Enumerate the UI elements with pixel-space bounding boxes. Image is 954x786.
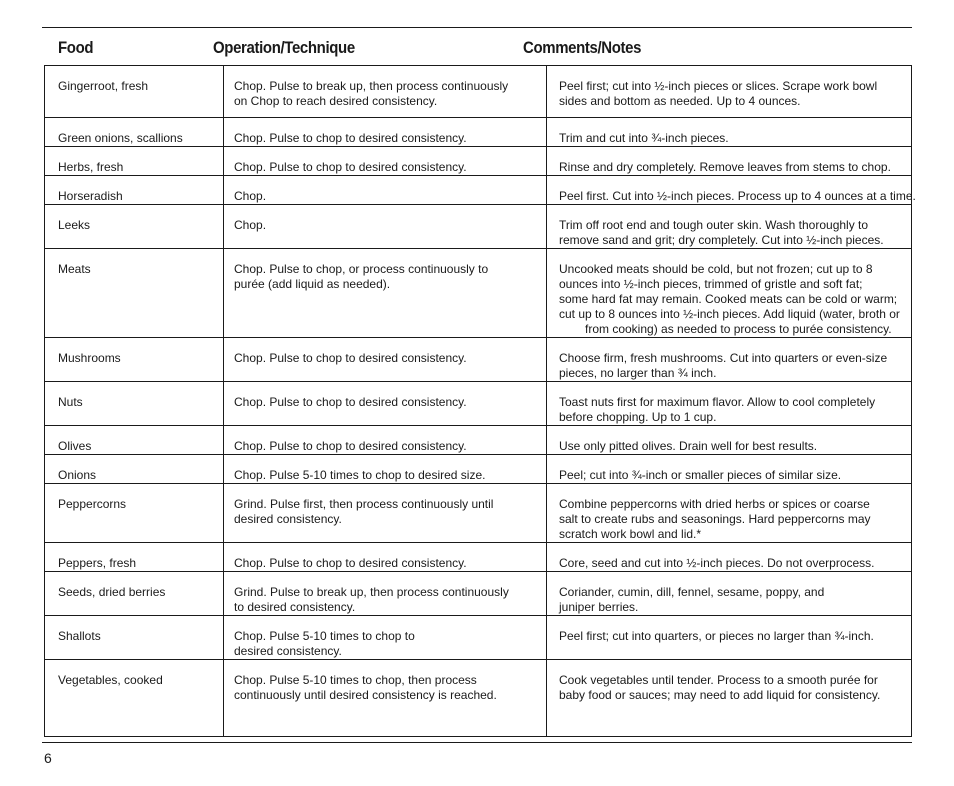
operation-cell bbox=[224, 455, 547, 484]
comments-line: Peel first. Cut into ½-inch pieces. Process up to 4 ounces at a time. bbox=[559, 189, 916, 203]
operation-cell bbox=[224, 543, 547, 572]
operation-line: Chop. Pulse to chop to desired consistency. bbox=[234, 351, 467, 365]
comments-line: pieces, no larger than ¾ inch. bbox=[559, 366, 717, 380]
operation-cell bbox=[224, 382, 547, 426]
comments-line: Toast nuts first for maximum flavor. Allow to cool completely bbox=[559, 395, 876, 409]
food-cell bbox=[45, 484, 224, 543]
food-cell bbox=[45, 338, 224, 382]
operation-line: Chop. Pulse to chop to desired consistency. bbox=[234, 556, 467, 570]
food-cell bbox=[45, 572, 224, 616]
comments-cell bbox=[547, 147, 912, 176]
food-name: Vegetables, cooked bbox=[58, 673, 163, 687]
operation-line: Chop. Pulse 5-10 times to chop to desired size. bbox=[234, 468, 486, 482]
comments-cell bbox=[547, 249, 912, 338]
comments-line: Uncooked meats should be cold, but not frozen; cut up to 8 bbox=[559, 262, 873, 276]
food-cell bbox=[45, 176, 224, 205]
table-row bbox=[45, 66, 912, 118]
food-name: Green onions, scallions bbox=[58, 131, 183, 145]
comments-line: Use only pitted olives. Drain well for best results. bbox=[559, 439, 818, 453]
operation-line: Chop. Pulse to chop to desired consistency. bbox=[234, 160, 467, 174]
comments-line: from cooking) as needed to process to purée consistency. bbox=[585, 322, 892, 336]
top-rule bbox=[42, 27, 912, 28]
food-name: Leeks bbox=[58, 218, 91, 232]
comments-line: Peel; cut into ¾-inch or smaller pieces of similar size. bbox=[559, 468, 842, 482]
comments-cell bbox=[547, 660, 912, 737]
food-name: Peppers, fresh bbox=[58, 556, 137, 570]
operation-line: Grind. Pulse to break up, then process continuously bbox=[234, 585, 509, 599]
header-food: Food bbox=[58, 38, 94, 57]
comments-cell bbox=[547, 484, 912, 543]
operation-line: Chop. Pulse to chop to desired consistency. bbox=[234, 439, 467, 453]
operation-line: Chop. Pulse to break up, then process continuously bbox=[234, 79, 509, 93]
table-row bbox=[45, 616, 912, 660]
table-row bbox=[45, 338, 912, 382]
table-row bbox=[45, 249, 912, 338]
table-row bbox=[45, 382, 912, 426]
table-row bbox=[45, 205, 912, 249]
table-row bbox=[45, 176, 912, 205]
header-operation: Operation/Technique bbox=[213, 38, 355, 57]
comments-line: some hard fat may remain. Cooked meats can be cold or warm; bbox=[559, 292, 898, 306]
food-name: Onions bbox=[58, 468, 97, 482]
food-name: Herbs, fresh bbox=[58, 160, 124, 174]
operation-cell bbox=[224, 118, 547, 147]
operation-line: Chop. bbox=[234, 218, 267, 232]
comments-cell bbox=[547, 455, 912, 484]
comments-line: scratch work bowl and lid.* bbox=[559, 527, 702, 541]
operation-line: purée (add liquid as needed). bbox=[234, 277, 391, 291]
food-name: Meats bbox=[58, 262, 91, 276]
table-row bbox=[45, 455, 912, 484]
operation-line: Chop. bbox=[234, 189, 267, 203]
comments-cell bbox=[547, 205, 912, 249]
comments-line: before chopping. Up to 1 cup. bbox=[559, 410, 717, 424]
comments-cell bbox=[547, 338, 912, 382]
food-name: Olives bbox=[58, 439, 92, 453]
header-comments: Comments/Notes bbox=[523, 38, 642, 57]
food-cell bbox=[45, 66, 224, 118]
operation-cell bbox=[224, 484, 547, 543]
operation-line: on Chop to reach desired consistency. bbox=[234, 94, 438, 108]
comments-cell bbox=[547, 118, 912, 147]
table-row bbox=[45, 147, 912, 176]
comments-cell bbox=[547, 382, 912, 426]
food-cell bbox=[45, 205, 224, 249]
table-header bbox=[42, 36, 912, 64]
operation-line: Grind. Pulse first, then process continuously until bbox=[234, 497, 494, 511]
operation-cell bbox=[224, 66, 547, 118]
food-processing-table bbox=[44, 65, 916, 737]
food-cell bbox=[45, 455, 224, 484]
comments-line: salt to create rubs and seasonings. Hard peppercorns may bbox=[559, 512, 871, 526]
food-name: Mushrooms bbox=[58, 351, 121, 365]
comments-line: Peel first; cut into ½-inch pieces or slices. Scrape work bowl bbox=[559, 79, 878, 93]
food-name: Horseradish bbox=[58, 189, 123, 203]
table-row bbox=[45, 572, 912, 616]
comments-line: Core, seed and cut into ½-inch pieces. Do not overprocess. bbox=[559, 556, 875, 570]
operation-cell bbox=[224, 572, 547, 616]
comments-cell bbox=[547, 66, 912, 118]
operation-line: to desired consistency. bbox=[234, 600, 356, 614]
operation-cell bbox=[224, 338, 547, 382]
comments-line: Trim and cut into ¾-inch pieces. bbox=[559, 131, 729, 145]
page-number: 6 bbox=[44, 750, 52, 766]
comments-cell bbox=[547, 426, 912, 455]
comments-cell bbox=[547, 572, 912, 616]
food-cell bbox=[45, 249, 224, 338]
operation-line: Chop. Pulse 5-10 times to chop, then process bbox=[234, 673, 477, 687]
bottom-rule bbox=[42, 742, 912, 743]
food-name: Peppercorns bbox=[58, 497, 127, 511]
comments-line: Choose firm, fresh mushrooms. Cut into quarters or even-size bbox=[559, 351, 888, 365]
food-name: Seeds, dried berries bbox=[58, 585, 166, 599]
table-row bbox=[45, 426, 912, 455]
operation-line: Chop. Pulse to chop, or process continuously to bbox=[234, 262, 489, 276]
food-cell bbox=[45, 543, 224, 572]
comments-line: remove sand and grit; dry completely. Cut into ½-inch pieces. bbox=[559, 233, 884, 247]
comments-cell bbox=[547, 543, 912, 572]
comments-cell bbox=[547, 616, 912, 660]
operation-line: Chop. Pulse 5-10 times to chop to bbox=[234, 629, 415, 643]
food-name: Gingerroot, fresh bbox=[58, 79, 149, 93]
comments-line: Peel first; cut into quarters, or pieces no larger than ¾-inch. bbox=[559, 629, 874, 643]
operation-cell bbox=[224, 176, 547, 205]
food-cell bbox=[45, 426, 224, 455]
comments-line: Rinse and dry completely. Remove leaves from stems to chop. bbox=[559, 160, 891, 174]
table-row bbox=[45, 118, 912, 147]
comments-line: ounces into ½-inch pieces, trimmed of gristle and soft fat; bbox=[559, 277, 863, 291]
comments-line: Coriander, cumin, dill, fennel, sesame, poppy, and bbox=[559, 585, 825, 599]
operation-cell bbox=[224, 616, 547, 660]
food-cell bbox=[45, 118, 224, 147]
operation-line: desired consistency. bbox=[234, 512, 342, 526]
operation-cell bbox=[224, 205, 547, 249]
food-name: Shallots bbox=[58, 629, 101, 643]
comments-line: cut up to 8 ounces into ½-inch pieces. Add liquid (water, broth or bbox=[559, 307, 900, 321]
comments-line: Trim off root end and tough outer skin. Wash thoroughly to bbox=[559, 218, 869, 232]
operation-line: desired consistency. bbox=[234, 644, 342, 658]
operation-cell bbox=[224, 249, 547, 338]
operation-cell bbox=[224, 426, 547, 455]
table-row bbox=[45, 484, 912, 543]
food-cell bbox=[45, 616, 224, 660]
comments-line: sides and bottom as needed. Up to 4 ounces. bbox=[559, 94, 801, 108]
operation-line: Chop. Pulse to chop to desired consistency. bbox=[234, 395, 467, 409]
operation-cell bbox=[224, 147, 547, 176]
operation-line: Chop. Pulse to chop to desired consistency. bbox=[234, 131, 467, 145]
food-cell bbox=[45, 382, 224, 426]
table-row bbox=[45, 660, 912, 737]
food-cell bbox=[45, 147, 224, 176]
comments-line: Combine peppercorns with dried herbs or spices or coarse bbox=[559, 497, 870, 511]
table-row bbox=[45, 543, 912, 572]
comments-line: baby food or sauces; may need to add liquid for consistency. bbox=[559, 688, 881, 702]
operation-line: continuously until desired consistency is reached. bbox=[234, 688, 497, 702]
comments-line: Cook vegetables until tender. Process to a smooth purée for bbox=[559, 673, 878, 687]
comments-line: juniper berries. bbox=[559, 600, 639, 614]
comments-cell bbox=[547, 176, 916, 205]
food-name: Nuts bbox=[58, 395, 83, 409]
food-cell bbox=[45, 660, 224, 737]
operation-cell bbox=[224, 660, 547, 737]
